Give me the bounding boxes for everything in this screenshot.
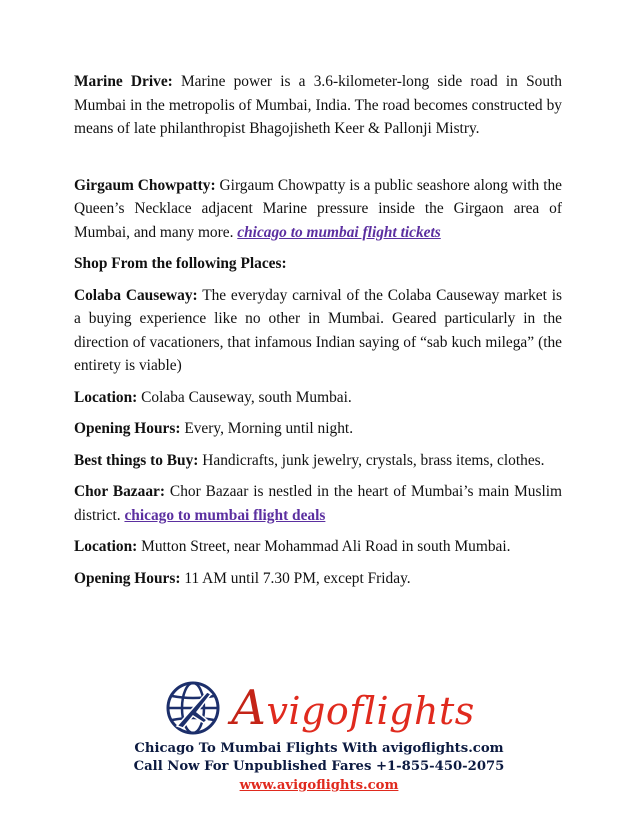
footer xyxy=(0,676,638,795)
chor-location-text: Mutton Street, near Mohammad Ali Road in south Mumbai. xyxy=(137,538,511,555)
chor-location xyxy=(74,535,562,559)
colaba-location xyxy=(74,386,562,410)
colaba-location-label: Location: xyxy=(74,388,138,406)
shop-heading-text: Shop From the following Places: xyxy=(74,255,287,272)
chor-label: Chor Bazaar: xyxy=(74,483,165,500)
chor-text: Chor Bazaar is nestled in the heart of Mumbai’s main Muslim district. xyxy=(74,483,562,524)
chor-hours-text: 11 AM until 7.30 PM, except Friday. xyxy=(180,569,411,587)
paragraph-chor-bazaar xyxy=(74,480,562,527)
marine-drive-text: Marine power is a 3.6-kilometer-long side road in South Mumbai in the metropolis of Mumbai, India. The road becomes constructed by means of late philanthropist Bhagojisheth Keer & Pallonji Mistry. xyxy=(74,73,562,137)
brand-rest: vigoflights xyxy=(266,689,475,733)
shop-heading xyxy=(74,252,562,276)
brand-initial: A xyxy=(231,680,267,736)
colaba-opening-hours xyxy=(74,417,562,441)
brand-wordmark xyxy=(231,680,474,736)
chor-location-label: Location: xyxy=(74,538,138,555)
colaba-hours-label: Opening Hours: xyxy=(74,420,181,437)
colaba-label: Colaba Causeway: xyxy=(74,286,198,304)
footer-line-2: Call Now For Unpublished Fares +1-855-450-2075 xyxy=(133,759,505,774)
chor-hours-label: Opening Hours: xyxy=(74,569,181,587)
paragraph-girgaum-chowpatty xyxy=(74,174,562,245)
footer-line-1: Chicago To Mumbai Flights With avigoflights.com xyxy=(134,741,504,756)
flight-tickets-link[interactable]: chicago to mumbai flight tickets xyxy=(237,223,441,241)
colaba-best-things xyxy=(74,449,562,473)
marine-drive-label: Marine Drive: xyxy=(74,73,173,90)
flight-deals-link[interactable]: chicago to mumbai flight deals xyxy=(124,506,326,524)
paragraph-colaba-causeway xyxy=(74,284,562,378)
chor-opening-hours xyxy=(74,567,562,591)
paragraph-marine-drive xyxy=(74,70,562,141)
document-body xyxy=(74,70,562,590)
colaba-buy-text: Handicrafts, junk jewelry, crystals, brass items, clothes. xyxy=(198,451,545,469)
colaba-location-text: Colaba Causeway, south Mumbai. xyxy=(137,388,352,406)
colaba-buy-label: Best things to Buy: xyxy=(74,451,199,469)
globe-plane-icon xyxy=(163,678,223,738)
colaba-text: The everyday carnival of the Colaba Causeway market is a buying experience like no other in Mumbai. Geared particularly in the direction of vacationers, that infamous Indian saying of “sab kuch milega” (the entirety is viable) xyxy=(74,286,562,374)
footer-website-link[interactable]: www.avigoflights.com xyxy=(239,778,399,793)
girgaum-text: Girgaum Chowpatty is a public seashore along with the Queen’s Necklace adjacent Marine pressure inside the Girgaon area of Mumbai, and many more. xyxy=(74,176,562,241)
girgaum-label: Girgaum Chowpatty: xyxy=(74,176,216,194)
brand-logo xyxy=(0,676,638,740)
colaba-hours-text: Every, Morning until night. xyxy=(180,420,354,437)
